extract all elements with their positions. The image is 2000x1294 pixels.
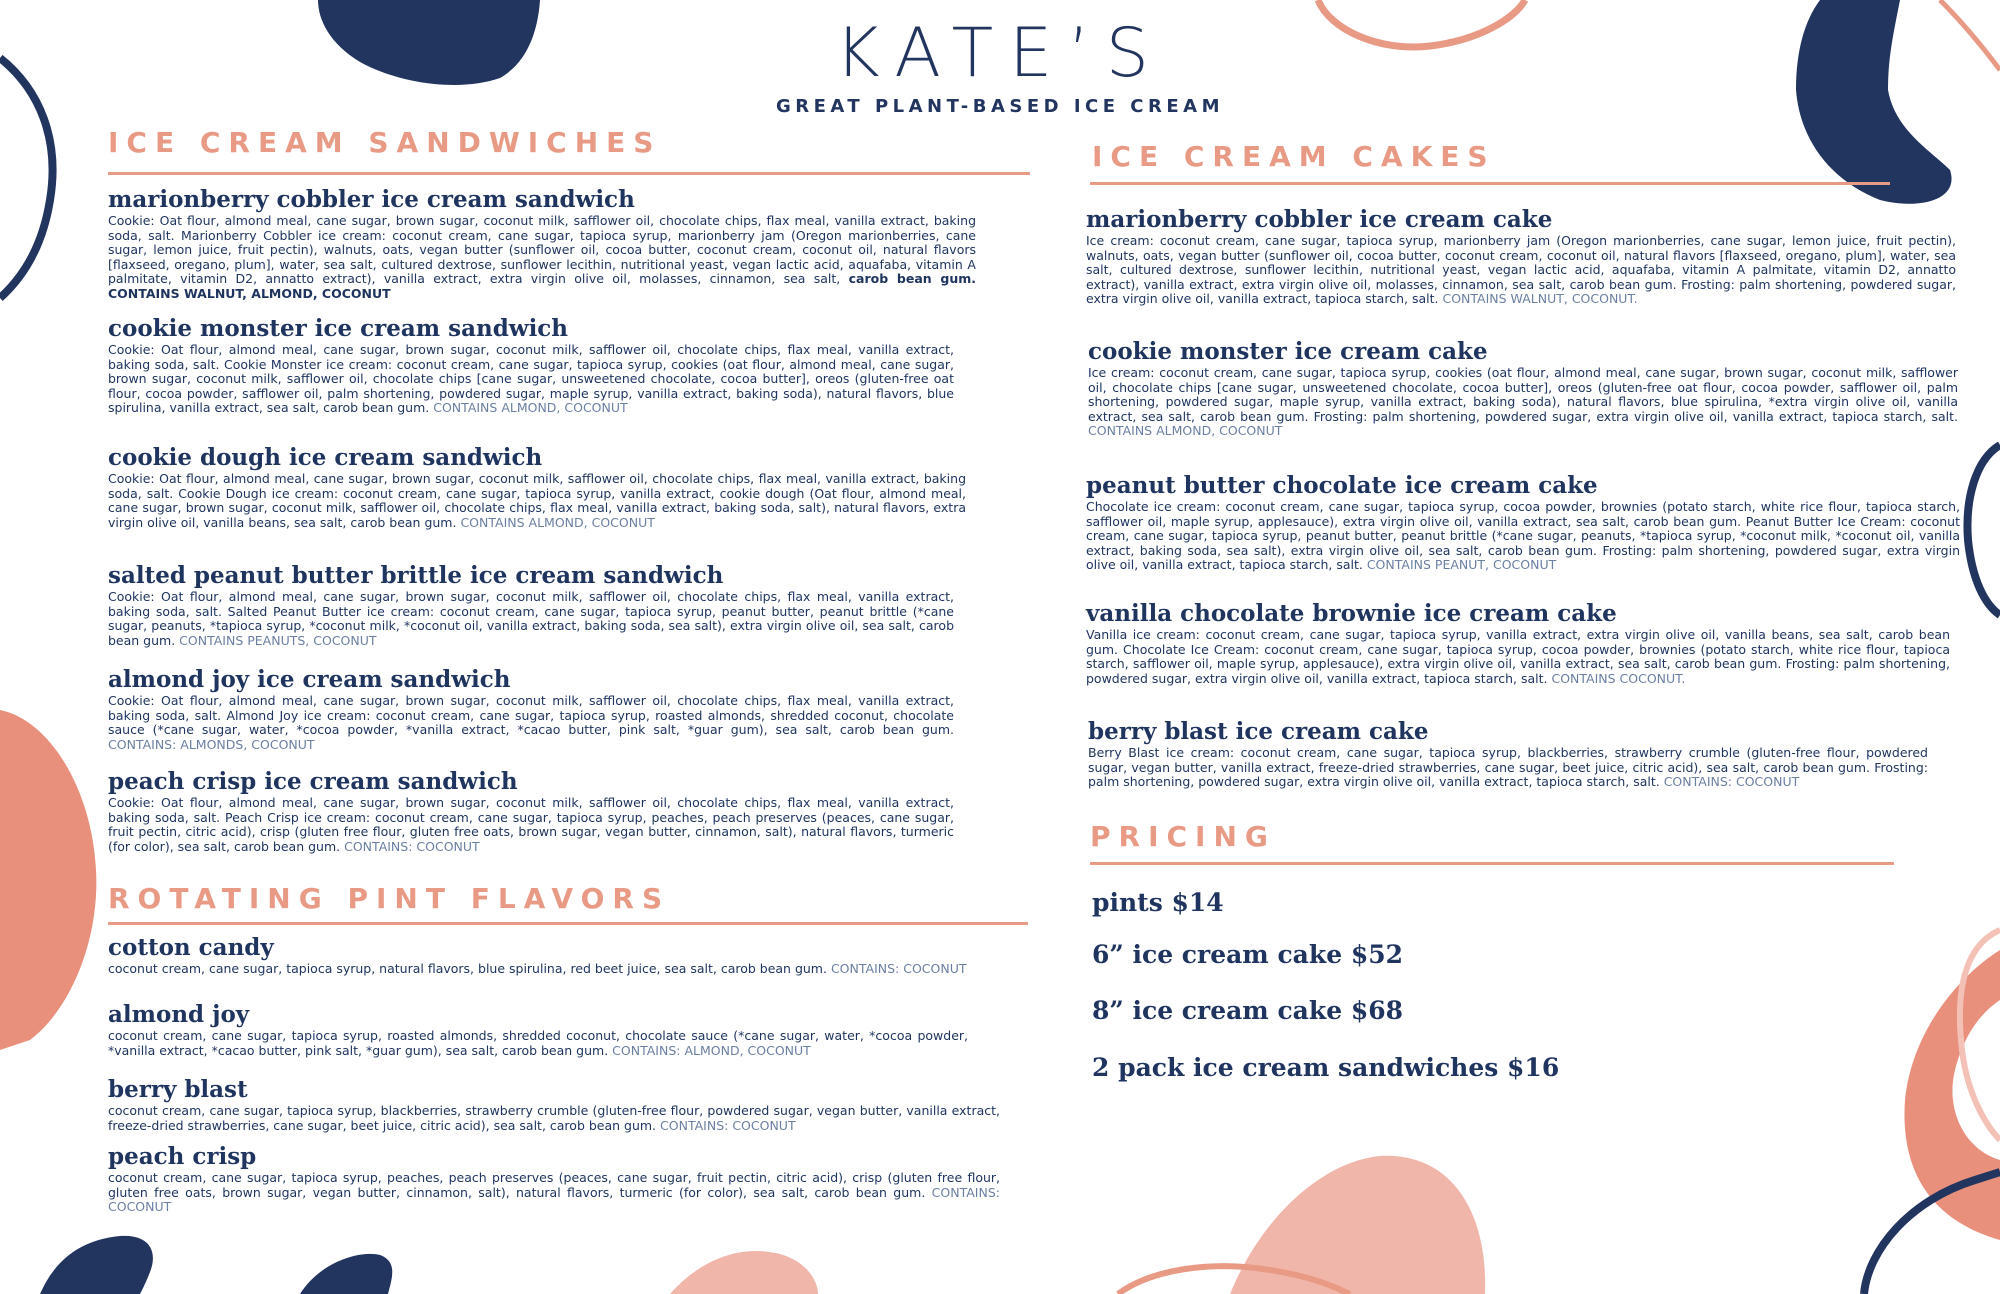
menu-item	[108, 1076, 1000, 1133]
item-name: cookie monster ice cream sandwich	[108, 315, 569, 342]
menu-item	[108, 666, 954, 752]
allergen-note: CONTAINS PEANUT, COCONUT	[1366, 557, 1557, 573]
item-description: Vanilla ice cream: coconut cream, cane sugar, tapioca syrup, vanilla extract, extra virgin olive oil, vanilla beans, sea salt, carob bean gum. Chocolate Ice Cream: coconut cream, cane sugar, tapioca syrup, cocoa powder, brownies (potato starch, white rice flour, tapioca starch, safflower oil, maple syrup, applesauce), extra virgin olive oil, vanilla extract, sea salt, carob bean gum. Frosting: palm shortening, powdered sugar, extra virgin olive oil, vanilla extract, tapioca starch, salt. CONTAINS COCONUT.	[1086, 627, 1950, 686]
pink-blob-shape	[1230, 1156, 1485, 1294]
navy-ring-shape	[1967, 445, 2000, 615]
allergen-note: CONTAINS: COCONUT	[344, 838, 480, 854]
item-name: marionberry cobbler ice cream sandwich	[108, 186, 635, 213]
pink-blob-shape	[670, 1251, 818, 1294]
menu-item	[1086, 600, 1950, 686]
menu-item	[108, 768, 954, 854]
menu-item	[108, 315, 954, 416]
allergen-note: CONTAINS: COCONUT	[830, 961, 967, 976]
allergen-note: CONTAINS ALMOND, COCONUT	[460, 514, 655, 530]
price-item: 6” ice cream cake $52	[1092, 940, 1403, 969]
item-description: coconut cream, cane sugar, tapioca syrup, peaches, peach preserves (peaces, cane sugar, fruit pectin, citric acid), crisp (gluten free flour, gluten free oats, brown sugar, vegan butter, cinnamon, salt), natural flavors, turmeric (for color), sea salt, carob bean gum. CONTAINS: COCONUT	[108, 1170, 1000, 1215]
navy-brush-shape	[40, 1236, 153, 1294]
item-description: Chocolate ice cream: coconut cream, cane sugar, tapioca syrup, cocoa powder, brownies (potato starch, white rice flour, tapioca starch, safflower oil, maple syrup, applesauce), extra virgin olive oil, vanilla extract, sea salt, carob bean gum. Peanut Butter Ice Cream: coconut cream, cane sugar, tapioca syrup, peanut butter, peanut brittle (*cane sugar, peanuts, *tapioca syrup, *coconut milk, *coconut oil, vanilla extract, baking soda, sea salt), extra virgin olive oil, sea salt, carob bean gum. Frosting: palm shortening, powdered sugar, extra virgin olive oil, vanilla extract, tapioca starch, salt. CONTAINS PEANUT, COCONUT	[1086, 499, 1960, 573]
menu-item	[108, 1001, 968, 1058]
brand-logo: KATE’S	[835, 14, 1165, 93]
item-name: cookie dough ice cream sandwich	[108, 444, 543, 471]
menu-item	[1086, 206, 1956, 307]
navy-ring-shape	[0, 58, 53, 298]
item-name: berry blast	[108, 1076, 248, 1103]
section-divider	[1090, 862, 1894, 865]
item-description: Ice cream: coconut cream, cane sugar, tapioca syrup, marionberry jam (Oregon marionberries, cane sugar, lemon juice, fruit pectin), walnuts, oats, vegan butter (sunflower oil, cocoa butter, coconut cream, coconut oil, natural flavors [flaxseed, oregano, plum], water, sea salt, cultured dextrose, sunflower lecithin, nutritional yeast, vegan lactic acid, aquafaba, vitamin A palmitate, vitamin D2, annatto extract), vanilla extract, extra virgin olive oil, molasses, cinnamon, sea salt, carob bean gum. Frosting: palm shortening, powdered sugar, extra virgin olive oil, vanilla extract, tapioca starch, salt. CONTAINS WALNUT, COCONUT.	[1086, 233, 1956, 307]
allergen-note: CONTAINS: COCONUT	[108, 1184, 1000, 1215]
item-name: peach crisp ice cream sandwich	[108, 768, 518, 795]
item-description: Cookie: Oat flour, almond meal, cane sugar, brown sugar, coconut milk, safflower oil, chocolate chips, flax meal, vanilla extract, baking soda, salt. Almond Joy ice cream: coconut cream, cane sugar, tapioca syrup, roasted almonds, shredded coconut, chocolate sauce (*cane sugar, water, *cocoa powder, *vanilla extract, *cacao butter, pink salt, *guar gum), sea salt, carob bean gum. CONTAINS: ALMONDS, COCONUT	[108, 693, 954, 752]
menu-item	[1088, 718, 1928, 790]
pints-section-title: ROTATING PINT FLAVORS	[108, 882, 671, 915]
allergen-note: CONTAINS WALNUT, COCONUT.	[1442, 291, 1638, 307]
item-name: salted peanut butter brittle ice cream sandwich	[108, 562, 724, 589]
item-name: cookie monster ice cream cake	[1088, 338, 1488, 365]
menu-item	[1086, 472, 1960, 573]
price-item: 2 pack ice cream sandwiches $16	[1092, 1053, 1560, 1082]
item-name: cotton candy	[108, 934, 274, 961]
price-item: pints $14	[1092, 888, 1224, 917]
price-item: 8” ice cream cake $68	[1092, 996, 1403, 1025]
item-description: Cookie: Oat flour, almond meal, cane sugar, brown sugar, coconut milk, safflower oil, chocolate chips, flax meal, vanilla extract, baking soda, salt. Marionberry Cobbler ice cream: coconut cream, cane sugar, tapioca syrup, marionberry jam (Oregon marionberries, cane sugar, lemon juice, fruit pectin), walnuts, oats, vegan butter (sunflower oil, cocoa butter, coconut cream, coconut oil, natural flavors [flaxseed, oregano, plum], water, sea salt, cultured dextrose, sunflower lecithin, nutritional yeast, vegan lactic acid, aquafaba, vitamin A palmitate, vitamin D2, annatto extract), vanilla extract, extra virgin olive oil, molasses, cinnamon, sea salt, carob bean gum. CONTAINS WALNUT, ALMOND, COCONUT	[108, 213, 976, 301]
menu-item	[108, 1143, 1000, 1215]
section-divider	[1090, 182, 1890, 185]
sandwiches-section-title: ICE CREAM SANDWICHES	[108, 126, 662, 159]
allergen-note: CONTAINS PEANUTS, COCONUT	[179, 632, 377, 648]
salmon-blob-shape	[0, 710, 96, 1050]
cakes-section-title: ICE CREAM CAKES	[1092, 140, 1496, 173]
menu-item	[1088, 338, 1958, 439]
menu-item	[108, 562, 954, 648]
allergen-note: CONTAINS ALMOND, COCONUT	[433, 400, 628, 416]
item-name: almond joy	[108, 1001, 250, 1028]
item-description: Cookie: Oat flour, almond meal, cane sugar, brown sugar, coconut milk, safflower oil, chocolate chips, flax meal, vanilla extract, baking soda, salt. Cookie Monster ice cream: coconut cream, cane sugar, tapioca syrup, cookies (oat flour, almond meal, cane sugar, brown sugar, coconut milk, safflower oil, chocolate chips [cane sugar, unsweetened chocolate, cocoa butter], oreos (gluten-free oat flour, cocoa powder, safflower oil, palm shortening, powdered sugar, maple syrup, vanilla extract, baking soda), natural flavors, blue spirulina, vanilla extract, sea salt, carob bean gum. CONTAINS ALMOND, COCONUT	[108, 342, 954, 416]
salmon-ring-shape	[1118, 1266, 1350, 1294]
item-description: coconut cream, cane sugar, tapioca syrup, blackberries, strawberry crumble (gluten-free flour, powdered sugar, vegan butter, vanilla extract, freeze-dried strawberries, cane sugar, beet juice, citric acid), sea salt, carob bean gum. CONTAINS: COCONUT	[108, 1103, 1000, 1133]
allergen-note: CONTAINS COCONUT.	[1551, 670, 1686, 686]
menu-item	[108, 934, 968, 977]
item-description: coconut cream, cane sugar, tapioca syrup, natural flavors, blue spirulina, red beet juice, sea salt, carob bean gum. CONTAINS: COCONUT	[108, 961, 967, 976]
brand-tagline: GREAT PLANT-BASED ICE CREAM	[775, 96, 1225, 117]
allergen-note: CONTAINS: ALMOND, COCONUT	[612, 1042, 811, 1058]
section-divider	[108, 172, 1030, 175]
navy-ring-shape	[1864, 1172, 2000, 1294]
section-divider	[108, 922, 1028, 925]
salmon-blob-shape	[1904, 950, 2000, 1240]
menu-item	[108, 444, 966, 530]
allergen-note: CONTAINS ALMOND, COCONUT	[1088, 423, 1283, 439]
allergen-note: CONTAINS: ALMONDS, COCONUT	[108, 736, 315, 752]
item-description: Berry Blast ice cream: coconut cream, cane sugar, tapioca syrup, blackberries, strawberry crumble (gluten-free flour, powdered sugar, vegan butter, vanilla extract, freeze-dried strawberries, cane sugar, beet juice, citric acid), sea salt, carob bean gum. Frosting: palm shortening, powdered sugar, extra virgin olive oil, vanilla extract, tapioca starch, salt. CONTAINS: COCONUT	[1088, 745, 1928, 790]
item-description: coconut cream, cane sugar, tapioca syrup, roasted almonds, shredded coconut, chocolate sauce (*cane sugar, water, *cocoa powder, *vanilla extract, *cacao butter, pink salt, *guar gum), sea salt, carob bean gum. CONTAINS: ALMOND, COCONUT	[108, 1028, 968, 1058]
item-name: almond joy ice cream sandwich	[108, 666, 511, 693]
item-name: marionberry cobbler ice cream cake	[1086, 206, 1553, 233]
menu-item	[108, 186, 976, 302]
item-description: Cookie: Oat flour, almond meal, cane sugar, brown sugar, coconut milk, safflower oil, chocolate chips, flax meal, vanilla extract, baking soda, salt. Cookie Dough ice cream: coconut cream, cane sugar, tapioca syrup, vanilla extract, cookie dough (Oat flour, almond meal, cane sugar, brown sugar, coconut milk, safflower oil, chocolate chips, flax meal, vanilla extract, baking soda, salt), natural flavors, extra virgin olive oil, vanilla beans, sea salt, carob bean gum. CONTAINS ALMOND, COCONUT	[108, 471, 966, 530]
item-description: Ice cream: coconut cream, cane sugar, tapioca syrup, cookies (oat flour, almond meal, cane sugar, brown sugar, coconut milk, safflower oil, chocolate chips [cane sugar, unsweetened chocolate, cocoa butter], oreos (gluten-free oat flour, cocoa powder, safflower oil, palm shortening, powdered sugar, maple syrup, vanilla extract, baking soda), natural flavors, blue spirulina, *extra virgin olive oil, vanilla extract, sea salt, carob bean gum. Frosting: palm shortening, powdered sugar, extra virgin olive oil, vanilla extract, tapioca starch, salt. CONTAINS ALMOND, COCONUT	[1088, 365, 1958, 439]
item-name: vanilla chocolate brownie ice cream cake	[1086, 600, 1617, 627]
navy-brush-shape	[300, 1254, 392, 1294]
allergen-note: carob bean gum. CONTAINS WALNUT, ALMOND, COCONUT	[108, 271, 976, 301]
allergen-note: CONTAINS: COCONUT	[660, 1117, 796, 1133]
allergen-note: CONTAINS: COCONUT	[1663, 774, 1800, 790]
item-description: Cookie: Oat flour, almond meal, cane sugar, brown sugar, coconut milk, safflower oil, chocolate chips, flax meal, vanilla extract, baking soda, salt. Peach Crisp ice cream: coconut cream, cane sugar, tapioca syrup, peaches, peach preserves (peaces, cane sugar, fruit pectin, citric acid), crisp (gluten free flour, gluten free oats, brown sugar, vegan butter, cinnamon, salt), natural flavors, turmeric (for color), sea salt, carob bean gum. CONTAINS: COCONUT	[108, 795, 954, 854]
item-name: peanut butter chocolate ice cream cake	[1086, 472, 1598, 499]
item-name: berry blast ice cream cake	[1088, 718, 1429, 745]
pricing-section-title: PRICING	[1090, 820, 1276, 853]
salmon-ring-shape	[1960, 930, 2000, 1140]
item-description: Cookie: Oat flour, almond meal, cane sugar, brown sugar, coconut milk, safflower oil, chocolate chips, flax meal, vanilla extract, baking soda, salt. Salted Peanut Butter ice cream: coconut cream, cane sugar, tapioca syrup, peanut butter, peanut brittle (*cane sugar, peanuts, *tapioca syrup, *coconut milk, *coconut oil, vanilla extract, baking soda, sea salt), extra virgin olive oil, sea salt, carob bean gum. CONTAINS PEANUTS, COCONUT	[108, 589, 954, 648]
item-name: peach crisp	[108, 1143, 257, 1170]
